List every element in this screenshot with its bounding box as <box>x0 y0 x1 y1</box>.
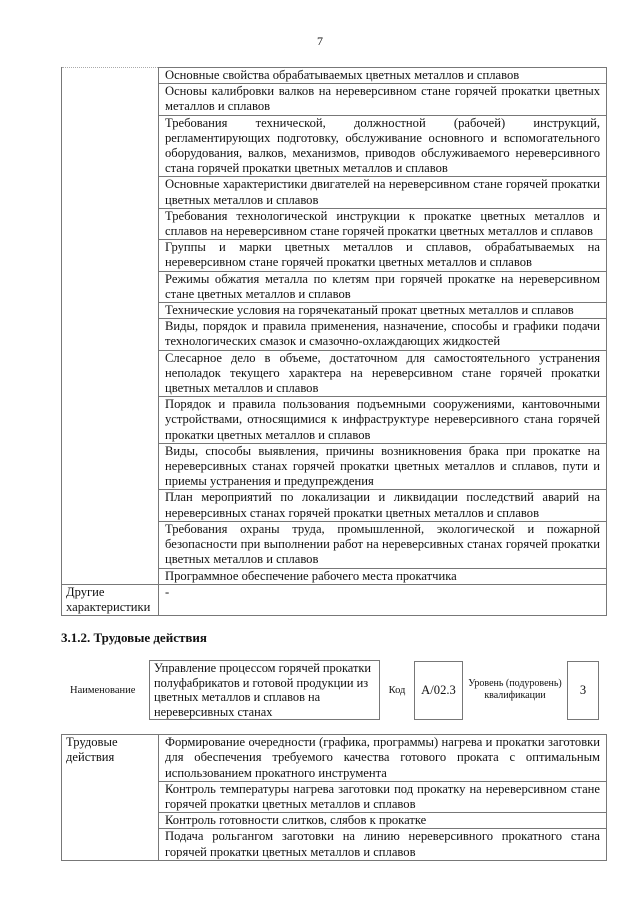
name-label: Наименование <box>70 684 136 696</box>
actions-table <box>61 734 607 861</box>
level-label: Уровень (подуровень) квалификации <box>468 677 562 702</box>
code-label: Код <box>388 684 406 696</box>
knowledge-item: Слесарное дело в объеме, достаточном для самостоятельного устранения неполадок текущего характера на нереверсивном стане горячей прокатки цветных металлов и сплавов <box>159 350 607 397</box>
knowledge-item: Группы и марки цветных металлов и сплавов, обрабатываемых на нереверсивном стане горячей прокатки цветных металлов и сплавов <box>159 240 607 271</box>
other-characteristics-value: - <box>159 584 607 615</box>
labor-action-item: Формирование очередности (графика, программы) нагрева и прокатки заготовки для обеспечения требуемого качества готового проката с оптимальным использованием прокатного инструмента <box>159 735 607 782</box>
labor-action-item: Контроль готовности слитков, слябов к прокатке <box>159 813 607 829</box>
section-heading: 3.1.2. Трудовые действия <box>61 630 207 646</box>
row-label-cell <box>62 68 159 585</box>
knowledge-item: Порядок и правила пользования подъемными сооружениями, кантовочными устройствами, относящимися к инфраструктуре нереверсивного стана горячей прокатки цветных металлов и сплавов <box>159 397 607 444</box>
function-header <box>61 660 607 720</box>
page-content <box>61 67 607 861</box>
table-row <box>62 735 607 782</box>
code-value: А/02.3 <box>414 661 463 720</box>
table-row <box>62 68 607 84</box>
level-value: 3 <box>567 661 599 720</box>
labor-actions-label: Трудовые действия <box>62 735 159 861</box>
name-value: Управление процессом горячей прокатки полуфабрикатов и готовой продукции из цветных металлов и сплавов на нереверсивных станах <box>149 660 380 720</box>
table-row <box>62 584 607 615</box>
labor-action-item: Контроль температуры нагрева заготовки под прокатку на нереверсивном стане горячей прокатки цветных металлов и сплавов <box>159 781 607 812</box>
knowledge-item: Основные характеристики двигателей на нереверсивном стане горячей прокатки цветных металлов и сплавов <box>159 177 607 208</box>
page-number: 7 <box>317 34 323 48</box>
knowledge-item: План мероприятий по локализации и ликвидации последствий аварий на нереверсивных станах горячей прокатки цветных металлов и сплавов <box>159 490 607 521</box>
knowledge-item: Основные свойства обрабатываемых цветных металлов и сплавов <box>159 68 607 84</box>
knowledge-item: Требования технической, должностной (рабочей) инструкций, регламентирующих подготовку, обслуживание основного и вспомогательного оборудования, валков, механизмов, приводов обслуживаемого нереверсивного стана горячей прокатки цветных металлов и сплавов <box>159 115 607 177</box>
knowledge-table <box>61 67 607 616</box>
other-characteristics-label: Другие характеристики <box>62 584 159 615</box>
knowledge-item: Требования охраны труда, промышленной, экологической и пожарной безопасности при выполнении работ на нереверсивных станах горячей прокатки цветных металлов и сплавов <box>159 521 607 568</box>
knowledge-item: Требования технологической инструкции к прокатке цветных металлов и сплавов на нереверсивном стане горячей прокатки цветных металлов и сплавов <box>159 208 607 239</box>
labor-action-item: Подача рольгангом заготовки на линию нереверсивного прокатного стана горячей прокатки цветных металлов и сплавов <box>159 829 607 860</box>
knowledge-item: Виды, способы выявления, причины возникновения брака при прокатке на нереверсивных станах горячей прокатки цветных металлов и сплавов, пути и приемы устранения и предупреждения <box>159 443 607 490</box>
knowledge-item: Программное обеспечение рабочего места прокатчика <box>159 568 607 584</box>
knowledge-item: Режимы обжатия металла по клетям при горячей прокатке на нереверсивном стане цветных металлов и сплавов <box>159 271 607 302</box>
knowledge-item: Виды, порядок и правила применения, назначение, способы и графики подачи технологических смазок и смазочно-охлаждающих жидкостей <box>159 319 607 350</box>
knowledge-item: Основы калибровки валков на нереверсивном стане горячей прокатки цветных металлов и сплавов <box>159 84 607 115</box>
knowledge-item: Технические условия на горячекатаный прокат цветных металлов и сплавов <box>159 303 607 319</box>
